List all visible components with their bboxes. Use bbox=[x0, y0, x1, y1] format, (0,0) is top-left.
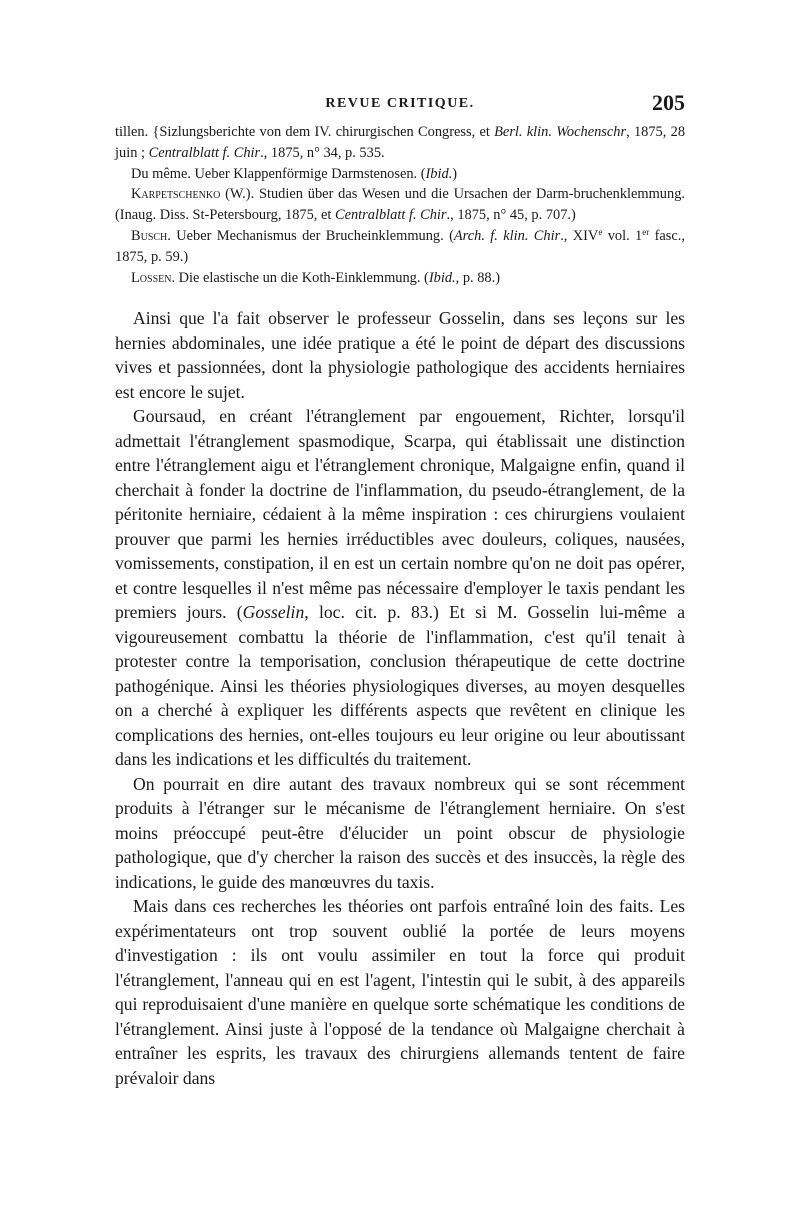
reference-entry: Busch. Ueber Mechanismus der Brucheinklemmung. (Arch. f. klin. Chir., XIVe vol. 1er fasc., 1875, p. 59.) bbox=[115, 226, 685, 265]
running-title: REVUE CRITIQUE. bbox=[325, 96, 475, 111]
paragraph: Ainsi que l'a fait observer le professeur Gosselin, dans ses leçons sur les hernies abdominales, une idée pratique a été le point de départ des discussions vives et passionnées, dont la physiologie pathologique des accidents herniaires est encore le sujet. bbox=[115, 308, 685, 402]
body-text bbox=[115, 306, 685, 1090]
bibliography bbox=[115, 122, 685, 288]
paragraph: Goursaud, en créant l'étranglement par engouement, Richter, lorsqu'il admettait l'étranglement spasmodique, Scarpa, qui établissait une distinction entre l'étranglement aigu et l'étranglement chronique, Malgaigne enfin, quand il cherchait à fonder la doctrine de l'inflammation, du pseudo-étranglement, de la péritonite herniaire, cédaient à la même inspiration : ces chirurgiens voulaient prouver que parmi les hernies irréductibles avec douleurs, coliques, nausées, vomissements, constipation, il en est un certain nombre qu'on ne doit pas opérer, et contre lesquelles il n'est même pas nécessaire d'employer le taxis pendant les premiers jours. (Gosselin, loc. cit. p. 83.) Et si M. Gosselin lui-même a vigoureusement combattu la théorie de l'inflammation, c'est qu'il tenait à protester contre la temporisation, conclusion thérapeutique de cette doctrine pathogénique. Ainsi les théories physiologiques diverses, au moyen desquelles on a cherché à expliquer les différents aspects que revêtent en clinique les complications des hernies, ont-elles toujours eu leur origine ou leur aboutissant dans les indications et les difficultés du traitement. bbox=[115, 406, 686, 770]
paragraph: On pourrait en dire autant des travaux nombreux qui se sont récemment produits à l'étranger sur le mécanisme de l'étranglement herniaire. On s'est moins préoccupé peut-être d'élucider un point obscur de physiologie pathologique, que d'y chercher la raison des succès et des insuccès, la règle des indications, le guide des manœuvres du taxis. bbox=[115, 773, 685, 892]
reference-entry: tillen. {Sizlungsberichte von dem IV. chirurgischen Congress, et Berl. klin. Wochenschr, 1875, 28 juin ; Centralblatt f. Chir., 1875, n° 34, p. 535. bbox=[115, 124, 686, 161]
reference-entry: Du même. Ueber Klappenförmige Darmstenosen. (Ibid.) bbox=[131, 165, 458, 182]
reference-entry: Karpetschenko (W.). Studien über das Wesen und die Ursachen der Darm-bruchenklemmung. (Inaug. Diss. St-Petersbourg, 1875, et Centralblatt f. Chir., 1875, n° 45, p. 707.) bbox=[115, 186, 685, 224]
running-header bbox=[115, 92, 685, 122]
page-number: 205 bbox=[652, 90, 685, 115]
paragraph: Mais dans ces recherches les théories ont parfois entraîné loin des faits. Les expérimentateurs ont trop souvent oublié la portée de leurs moyens d'investigation : ils ont voulu assimiler en tout la force qui produit l'étranglement, l'anneau qui en est l'agent, l'intestin qui le subit, à des appareils qui reproduisaient d'une manière en quelque sorte schématique les conditions de l'étranglement. Ainsi juste à l'opposé de la tendance où Malgaigne cherchait à entraîner les esprits, les travaux des chirurgiens allemands tentent de faire prévaloir dans bbox=[115, 896, 685, 1088]
reference-entry: Lossen. Die elastische un die Koth-Einklemmung. (Ibid., p. 88.) bbox=[131, 269, 500, 286]
page bbox=[115, 92, 685, 1090]
